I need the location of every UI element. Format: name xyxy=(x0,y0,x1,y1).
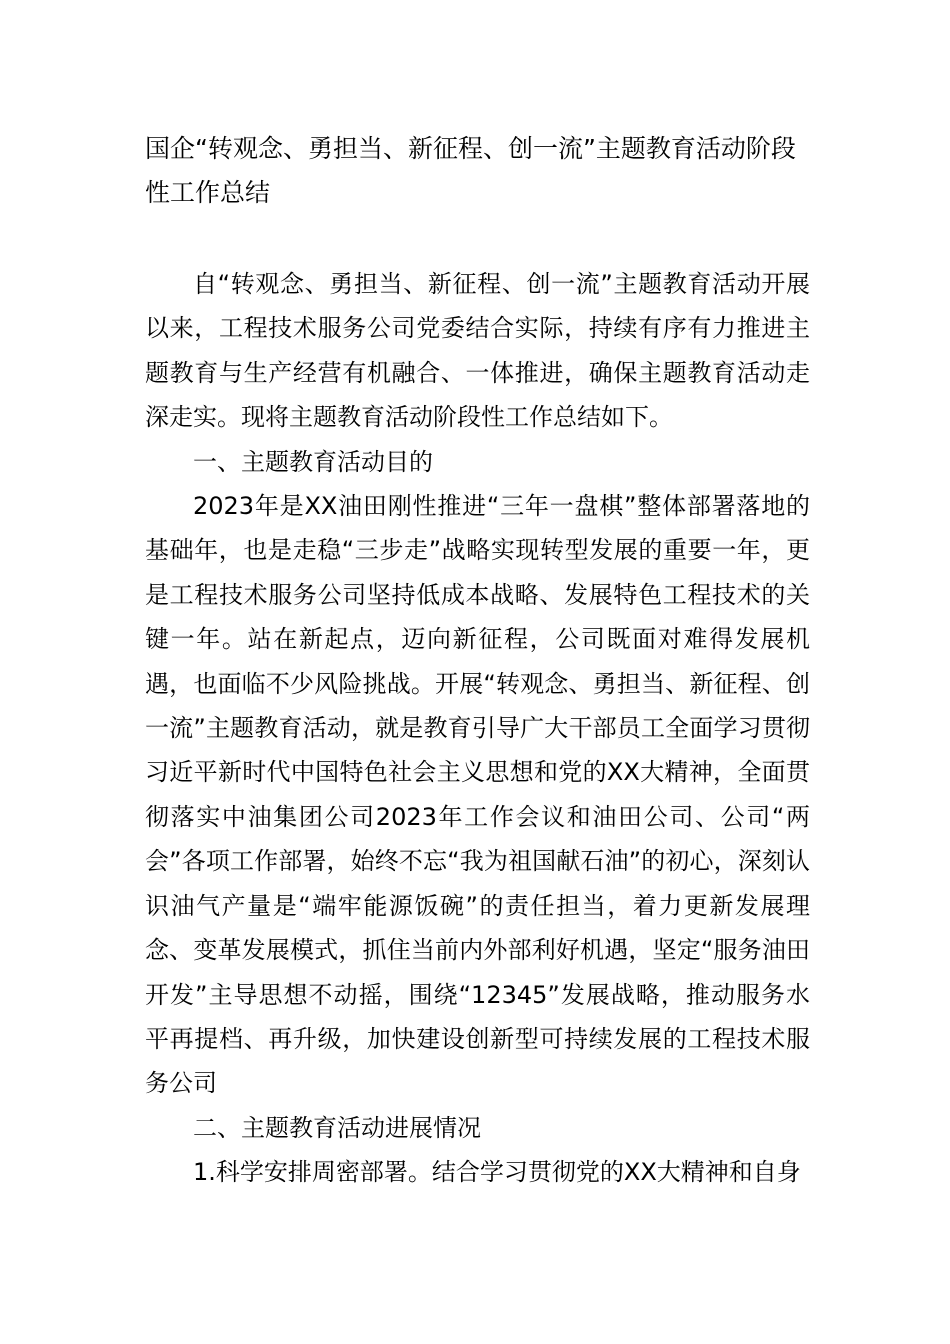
body-paragraph-purpose: 2023年是XX油田刚性推进“三年一盘棋”整体部署落地的基础年，也是走稳“三步走”战略实现转型发展的重要一年，更是工程技术服务公司坚持低成本战略、发展特色工程技术的关键一年。站在新起点，迈向新征程，公司既面对难得发展机遇，也面临不少风险挑战。开展“转观念、勇担当、新征程、创一流”主题教育活动，就是教育引导广大干部员工全面学习贯彻习近平新时代中国特色社会主义思想和党的XX大精神，全面贯彻落实中油集团公司2023年工作会议和油田公司、公司“两会”各项工作部署，始终不忘“我为祖国献石油”的初心，深刻认识油气产量是“端牢能源饭碗”的责任担当，着力更新发展理念、变革发展模式，抓住当前内外部利好机遇，坚定“服务油田开发”主导思想不动摇，围绕“12345”发展战略，推动服务水平再提档、再升级，加快建设创新型可持续发展的工程技术服务公司 xyxy=(145,492,810,1098)
section-heading-1: 一、主题教育活动目的 xyxy=(193,447,433,476)
body-paragraph-progress: 1.科学安排周密部署。结合学习贯彻党的XX大精神和自身 xyxy=(193,1158,801,1187)
intro-paragraph: 自“转观念、勇担当、新征程、创一流”主题教育活动开展以来，工程技术服务公司党委结合实际，持续有序有力推进主题教育与生产经营有机融合、一体推进，确保主题教育活动走深走实。现将主题教育活动阶段性工作总结如下。 xyxy=(145,270,810,432)
document-title: 国企“转观念、勇担当、新征程、创一流”主题教育活动阶段性工作总结 xyxy=(145,134,796,207)
section-heading-2: 二、主题教育活动进展情况 xyxy=(193,1113,481,1142)
document-body xyxy=(145,262,810,1195)
